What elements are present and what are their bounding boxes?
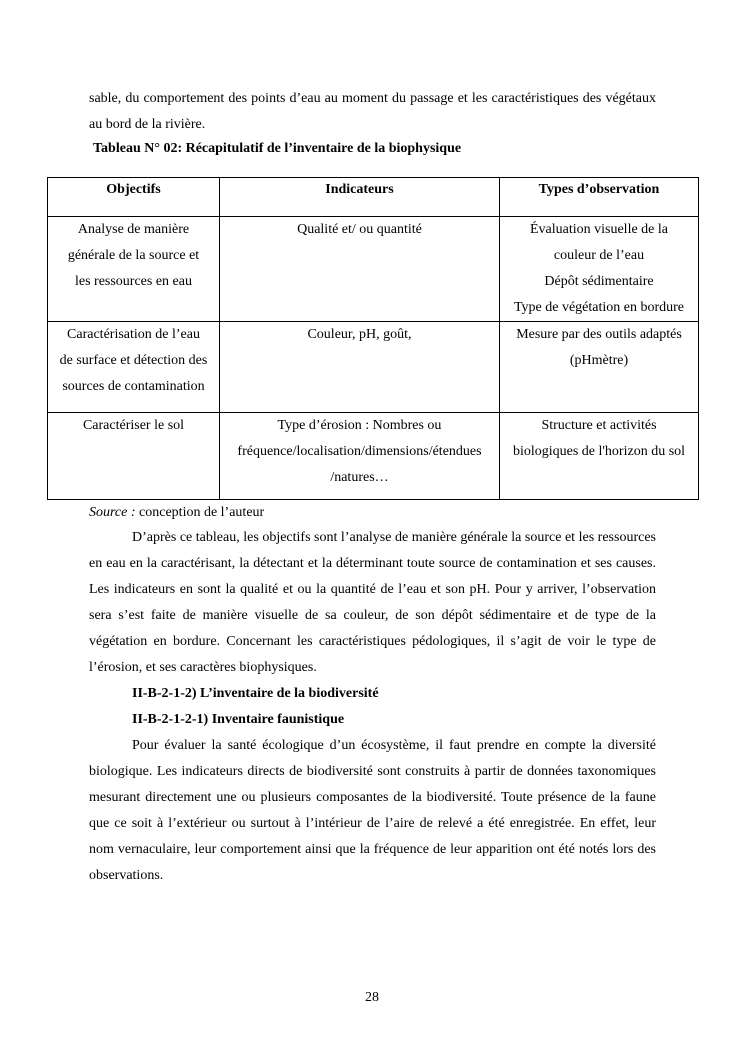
cell-line: sources de contamination — [62, 379, 205, 394]
biophysics-table — [47, 177, 699, 500]
cell-line: biologiques de l'horizon du sol — [512, 444, 686, 459]
cell-line: les ressources en eau — [74, 274, 192, 289]
cell-objectif — [48, 413, 220, 500]
analysis-paragraph: D’après ce tableau, les objectifs sont l’analyse de manière générale la source et les ressources en eau en la caractérisant, la détectant et la déterminant toute source de contamination et ses causes. Les indicateurs en sont la qualité et ou la quantité de l’eau et son pH. Pour y arriver, l’observation sera s’est faite de manière visuelle de sa couleur, de son dépôt sédimentaire et de type de la végétation en bordure. Concernant les caractéristiques pédologiques, il s’agit de voir le type de l’érosion, et ses caractères biophysiques. — [89, 530, 656, 675]
cell-line: de surface et détection des — [59, 353, 208, 368]
cell-line: Évaluation visuelle de la — [529, 222, 668, 237]
header-types-observation: Types d’observation — [500, 178, 699, 217]
cell-indicateur — [220, 217, 500, 322]
cell-line: fréquence/localisation/dimensions/étendues — [237, 444, 482, 459]
cell-line: Analyse de manière — [77, 222, 190, 237]
cell-line: Couleur, pH, goût, — [307, 327, 412, 342]
section-heading-fauna: II-B-2-1-2-1) Inventaire faunistique — [132, 712, 345, 727]
cell-line: Type d’érosion : Nombres ou — [277, 418, 442, 433]
source-text: conception de l’auteur — [135, 505, 265, 520]
cell-indicateur — [220, 322, 500, 413]
table-row — [48, 413, 699, 500]
header-indicateurs: Indicateurs — [220, 178, 500, 217]
cell-indicateur — [220, 413, 500, 500]
cell-line: couleur de l’eau — [553, 248, 645, 263]
section-heading-biodiversity: II-B-2-1-2) L’inventaire de la biodiversité — [132, 686, 379, 701]
source-label: Source : — [89, 505, 136, 520]
cell-observation — [500, 322, 699, 413]
cell-observation — [500, 217, 699, 322]
table-row — [48, 322, 699, 413]
cell-line: Dépôt sédimentaire — [544, 274, 654, 289]
table-caption: Tableau N° 02: Récapitulatif de l’inventaire de la biophysique — [93, 141, 462, 156]
table-row — [48, 217, 699, 322]
table-header-row — [48, 178, 699, 217]
table-source — [89, 502, 264, 524]
cell-line: Type de végétation en bordure — [513, 300, 685, 315]
fauna-paragraph: Pour évaluer la santé écologique d’un écosystème, il faut prendre en compte la diversité biologique. Les indicateurs directs de biodiversité sont construits à partir de données taxonomiques mesurant directement une ou plusieurs composantes de la biodiversité. Toute présence de la faune que ce soit à l’extérieur ou surtout à l’intérieur de l’aire de relevé a été enregistrée. En effet, leur nom vernaculaire, leur comportement ainsi que la fréquence de leur apparition ont été notés lors des observations. — [89, 738, 656, 883]
cell-line: (pHmètre) — [569, 353, 629, 368]
cell-line: Mesure par des outils adaptés — [516, 327, 682, 342]
intro-paragraph: sable, du comportement des points d’eau au moment du passage et les caractéristiques des végétaux au bord de la rivière. — [89, 91, 656, 132]
cell-line: Caractériser le sol — [82, 418, 185, 433]
cell-line: /natures… — [330, 470, 389, 485]
header-objectifs: Objectifs — [48, 178, 220, 217]
page-number: 28 — [365, 990, 379, 1005]
cell-line: générale de la source et — [67, 248, 200, 263]
cell-line: Structure et activités — [541, 418, 657, 433]
cell-observation — [500, 413, 699, 500]
cell-line: Qualité et/ ou quantité — [297, 222, 422, 237]
cell-objectif — [48, 322, 220, 413]
cell-objectif — [48, 217, 220, 322]
cell-line: Caractérisation de l’eau — [67, 327, 200, 342]
